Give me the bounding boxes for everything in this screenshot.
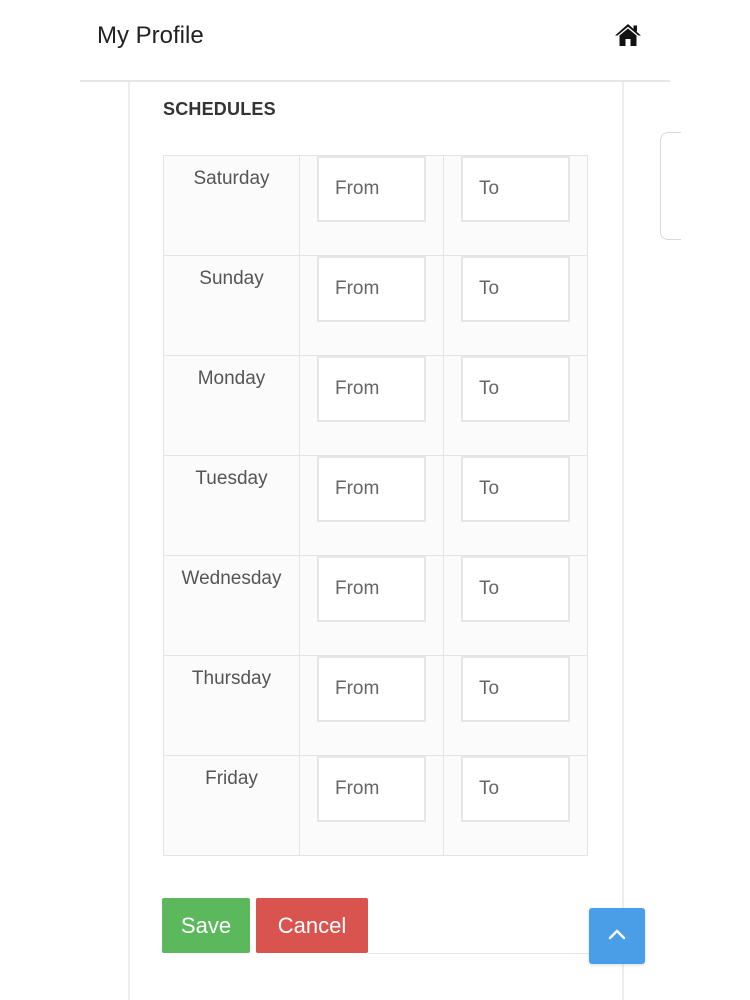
from-cell xyxy=(300,656,444,756)
schedule-row xyxy=(164,456,588,556)
scroll-to-top-button[interactable] xyxy=(589,908,645,964)
app-header xyxy=(80,0,670,82)
to-cell xyxy=(444,156,588,256)
from-cell xyxy=(300,456,444,556)
to-cell xyxy=(444,456,588,556)
to-time-input[interactable] xyxy=(461,456,570,522)
day-cell xyxy=(164,156,300,256)
schedule-table xyxy=(163,155,588,856)
to-cell xyxy=(444,656,588,756)
chevron-up-icon xyxy=(607,927,627,946)
day-label: Monday xyxy=(197,368,266,389)
cancel-button[interactable]: Cancel xyxy=(256,898,368,953)
from-cell xyxy=(300,156,444,256)
from-time-input[interactable] xyxy=(317,256,426,322)
from-cell xyxy=(300,256,444,356)
to-time-input[interactable] xyxy=(461,756,570,822)
to-cell xyxy=(444,756,588,856)
from-time-input[interactable] xyxy=(317,456,426,522)
from-time-input[interactable] xyxy=(317,556,426,622)
to-cell xyxy=(444,356,588,456)
save-button[interactable]: Save xyxy=(162,898,250,953)
day-cell xyxy=(164,656,300,756)
to-time-input[interactable] xyxy=(461,656,570,722)
day-cell xyxy=(164,556,300,656)
from-cell xyxy=(300,756,444,856)
from-time-input[interactable] xyxy=(317,756,426,822)
schedule-row xyxy=(164,656,588,756)
to-time-input[interactable] xyxy=(461,556,570,622)
to-time-input[interactable] xyxy=(461,256,570,322)
divider xyxy=(368,953,620,954)
day-cell xyxy=(164,256,300,356)
day-label: Sunday xyxy=(199,268,264,289)
schedule-row xyxy=(164,156,588,256)
section-title: SCHEDULES xyxy=(163,99,276,119)
day-label: Tuesday xyxy=(195,468,268,489)
to-time-input[interactable] xyxy=(461,156,570,222)
from-time-input[interactable] xyxy=(317,656,426,722)
schedule-row xyxy=(164,556,588,656)
day-label: Thursday xyxy=(191,668,272,689)
to-cell xyxy=(444,256,588,356)
from-time-input[interactable] xyxy=(317,356,426,422)
page-title: My Profile xyxy=(97,22,204,49)
from-time-input[interactable] xyxy=(317,156,426,222)
from-cell xyxy=(300,356,444,456)
day-label: Wednesday xyxy=(181,568,282,589)
day-label: Saturday xyxy=(193,168,270,189)
day-label: Friday xyxy=(205,768,258,789)
schedule-row xyxy=(164,256,588,356)
schedule-row xyxy=(164,756,588,856)
from-cell xyxy=(300,556,444,656)
side-panel-tab[interactable] xyxy=(660,132,681,240)
day-cell xyxy=(164,356,300,456)
home-button[interactable] xyxy=(612,22,644,52)
schedule-row xyxy=(164,356,588,456)
home-icon xyxy=(614,23,642,52)
day-cell xyxy=(164,456,300,556)
day-cell xyxy=(164,756,300,856)
to-time-input[interactable] xyxy=(461,356,570,422)
to-cell xyxy=(444,556,588,656)
